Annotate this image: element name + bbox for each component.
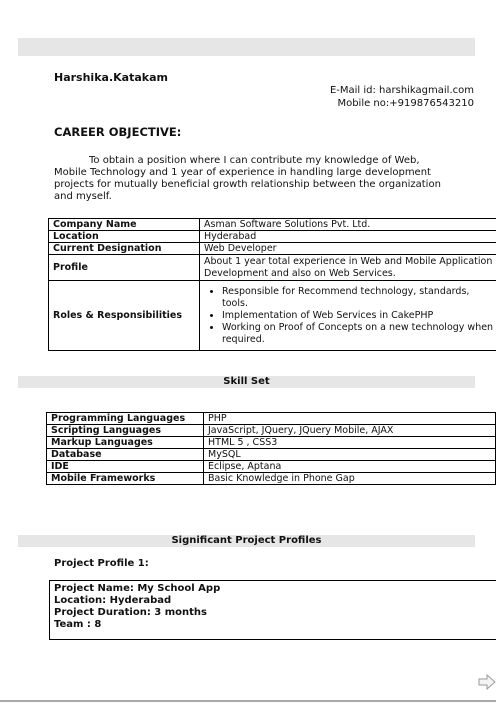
skills-table: [46, 412, 496, 485]
skill-value: MySQL: [204, 449, 496, 461]
designation-value: Web Developer: [200, 243, 496, 255]
skill-heading: Skill Set: [223, 376, 270, 387]
top-band: [18, 38, 475, 56]
skill-label: Database: [47, 449, 204, 461]
project-profile-label: Project Profile 1:: [54, 558, 149, 569]
next-arrow-icon[interactable]: [478, 674, 496, 690]
project-name: Project Name: My School App: [54, 583, 221, 594]
company-label: Company Name: [49, 219, 200, 231]
objective-text: To obtain a position where I can contribute my knowledge of Web, Mobile Technology and 1 year of experience in handling large development projects for mutually beneficial growth relationship between the organization and myself.: [54, 155, 441, 202]
skill-value: HTML 5 , CSS3: [204, 437, 496, 449]
profile-value: About 1 year total experience in Web and Mobile Application Development and also on Web Services.: [200, 255, 496, 281]
job-table: [48, 218, 496, 351]
roles-cell: [200, 281, 496, 351]
projects-heading: Significant Project Profiles: [171, 535, 322, 546]
project-duration: Project Duration: 3 months: [54, 607, 208, 618]
skill-value: Basic Knowledge in Phone Gap: [204, 473, 496, 485]
designation-label: Current Designation: [49, 243, 200, 255]
skill-value: PHP: [204, 413, 496, 425]
role-item: • Implementation of Web Services in CakePHP: [222, 310, 495, 322]
profile-label: Profile: [49, 255, 200, 281]
objective-heading: CAREER OBJECTIVE:: [54, 125, 182, 139]
skill-value: JavaScript, JQuery, JQuery Mobile, AJAX: [204, 425, 496, 437]
project-box: [49, 580, 496, 640]
role-item: • Working on Proof of Concepts on a new technology when required.: [222, 322, 495, 346]
skill-label: Markup Languages: [47, 437, 204, 449]
skill-label: Scripting Languages: [47, 425, 204, 437]
skill-value: Eclipse, Aptana: [204, 461, 496, 473]
mobile-line: Mobile no:+919876543210: [337, 98, 474, 109]
skill-label: IDE: [47, 461, 204, 473]
company-value: Asman Software Solutions Pvt. Ltd.: [200, 219, 496, 231]
skill-label: Mobile Frameworks: [47, 473, 204, 485]
skill-label: Programming Languages: [47, 413, 204, 425]
role-item: • Responsible for Recommend technology, standards, tools.: [222, 286, 495, 310]
candidate-name: Harshika.Katakam: [54, 71, 168, 84]
roles-label: Roles & Responsibilities: [49, 281, 200, 351]
location-value: Hyderabad: [200, 231, 496, 243]
project-team: Team : 8: [54, 619, 102, 630]
roles-list: [204, 286, 495, 346]
bottom-divider: [0, 700, 496, 702]
email-line: E-Mail id: harshikagmail.com: [329, 85, 474, 96]
location-label: Location: [49, 231, 200, 243]
project-location: Location: Hyderabad: [54, 595, 172, 606]
